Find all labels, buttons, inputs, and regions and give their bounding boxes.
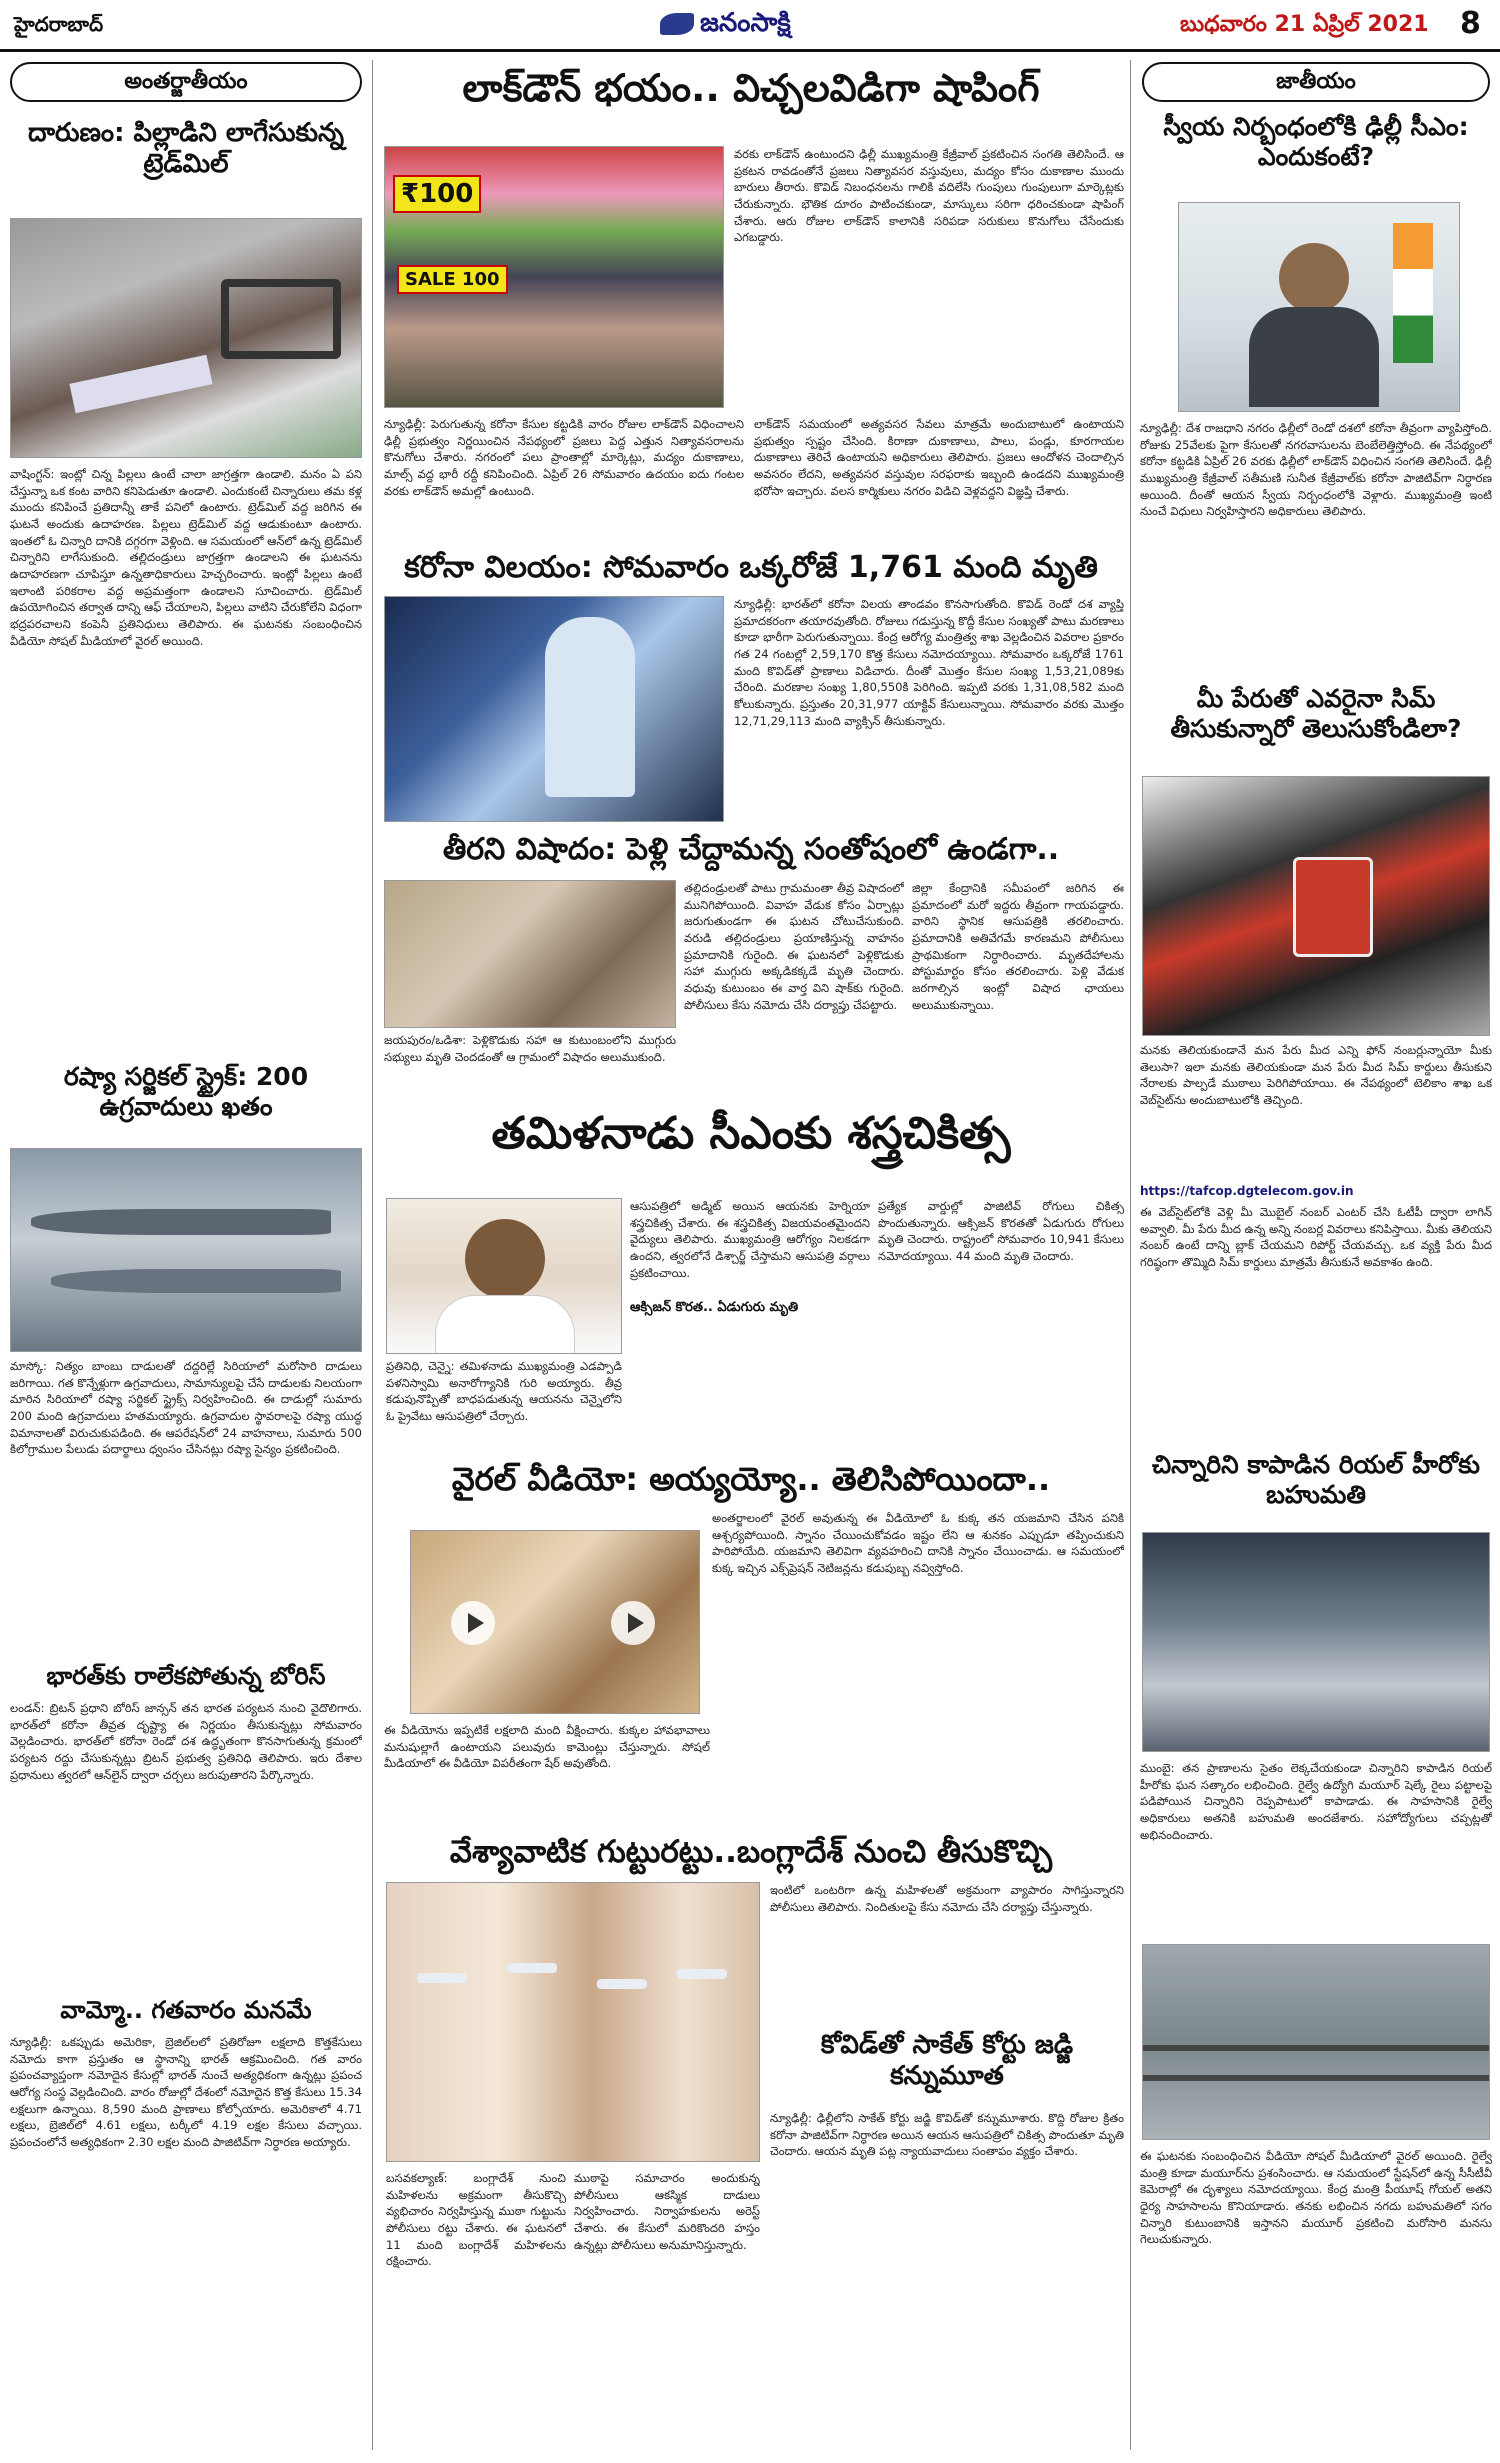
lastweek-headline: వామ్మో.. గతవారం మనమే [60,1996,312,2024]
treadmill-headline: దారుణం: పిల్లాడిని లాగేసుకున్న ట్రెడ్‌మిల్ [28,118,344,180]
boris-body: లండన్: బ్రిటన్ ప్రధాని బోరిస్ జాన్సన్ తన భారత పర్యటన నుంచి వైదొలిగారు. భారత్‌లో కరోనా తీవ్రత దృష్ట్యా ఈ నిర్ణయం తీసుకున్నట్లు సోమవారం వెల్లడించారు. భారత్‌లో కరోనా రెండో దశ ఉద్ధృతంగా కొనసాగుతున్న క్రమంలో పర్యటన రద్దు చేసుకున్నట్లు బ్రిటన్ ప్రభుత్వ ప్రతినిధి తెలిపారు. ఇరు దేశాల ప్రధానులు త్వరలో ఆన్‌లైన్ ద్వారా చర్చలు జరుపుతారని పేర్కొన్నారు. [10,1701,362,1782]
bird-logo-icon [660,13,694,35]
delhicm-body: న్యూఢిల్లీ: దేశ రాజధాని నగరం ఢిల్లీలో రెండో దశలో కరోనా తీవ్రంగా వ్యాపిస్తోంది. రోజుకు 25వేలకు పైగా కేసులతో నగరవాసులను బెంబేలెత్తిస్తోంది. ఈ నేపథ్యంలో కరోనా కట్టడికి ఏప్రిల్ 26 వరకు ఢిల్లీలో లాక్‌డౌన్ విధించిన సంగతి తెలిసిందే. ఢిల్లీ ముఖ్యమంత్రి కేజ్రీవాల్ సతీమణి సునీత కేజ్రీవాల్‌కు కరోనా పాజిటివ్‌గా నిర్ధారణ అయింది. దీంతో ఆయన స్వీయ నిర్బంధంలోకి వెళ్లారు. ముఖ్యమంత్రి ఇంటి నుంచే విధులు నిర్వహిస్తారని అధికారులు తెలిపారు. [1140,421,1492,519]
rescued-women-photo [386,1882,760,2162]
sale-100-sign: ₹100 [393,175,481,213]
sim-website-link[interactable]: https://tafcop.dgtelecom.gov.in [1140,1184,1354,1198]
lastweek-body: న్యూఢిల్లీ: ఒకప్పుడు అమెరికా, బ్రెజిల్‌లలో ప్రతిరోజూ లక్షలాది కొత్తకేసులు నమోదు కాగా ప్రస్తుతం ఆ స్థానాన్ని భారత్ ఆక్రమించింది. గత వారం ప్రపంచవ్యాప్తంగా నమోదైన కేసుల్లో భారత్ నుంచే అత్యధికంగా ఉన్నట్లు ప్రపంచ ఆరోగ్య సంస్థ వెల్లడించింది. వారం రోజుల్లో దేశంలో నమోదైన కొత్త కేసులు 15.34 లక్షలుగా ఉన్నాయి. 8,590 మంది ప్రాణాలు కోల్పోయారు. అమెరికాలో 4.71 లక్షలు, బ్రెజిల్‌లో 4.61 లక్షలు, టర్కీలో 4.19 లక్షల కేసులు వచ్చాయి. ప్రపంచంలోనే అత్యధికంగా 2.30 లక్షల మంది పాజిటివ్‌గా నిర్ధారణ అయ్యారు. [10,2035,362,2150]
column-divider [372,60,373,2450]
covid-body: న్యూఢిల్లీ: భారత్‌లో కరోనా విలయ తాండవం కొనసాగుతోంది. కొవిడ్ రెండో దశ వ్యాప్తి ప్రమాదకరంగా తయారవుతోంది. రోజులు గడుస్తున్న కొద్దీ కేసుల సంఖ్యతో పాటు మరణాలు కూడా భారీగా పెరుగుతున్నాయి. కేంద్ర ఆరోగ్య మంత్రిత్వ శాఖ వెల్లడించిన వివరాల ప్రకారం గత 24 గంటల్లో 2,59,170 కొత్త కేసులు నమోదయ్యాయి. సోమవారం ఒక్కరోజే 1761 మంది కొవిడ్‌తో ప్రాణాలు విడిచారు. దీంతో మొత్తం కేసుల సంఖ్య 1,53,21,089కు చేరింది. మరణాల సంఖ్య 1,80,550కి పెరిగింది. ఇప్పటి వరకు 1,31,08,582 మంది కోలుకున్నారు. ప్రస్తుతం 20,31,977 యాక్టివ్ కేసులున్నాయి. సోమవారం వరకు మొత్తం 12,71,29,113 మంది వ్యాక్సిన్ తీసుకున్నారు. [734,597,1124,728]
page-number: 8 [1460,6,1481,41]
tncm-body-b: ప్రత్యేక వార్డుల్లో పాజిటివ్ రోగులు చికిత్స పొందుతున్నారు. ఆక్సిజన్ కొరతతో ఏడుగురు రోగులు మృతి చెందారు. రాష్ట్రంలో సోమవారం 10,941 కేసులు నమోదయ్యాయి. 44 మంది మృతి చెందారు. [878,1199,1124,1264]
tn-cm-photo [386,1198,622,1354]
tncm-caption: ప్రతినిధి, చెన్నై: తమిళనాడు ముఖ్యమంత్రి ఎడప్పాడి పళనిస్వామి అనారోగ్యానికి గురి అయ్యారు. తీవ్ర కడుపునొప్పితో బాధపడుతున్న ఆయనను చెన్నైలోని ఓ ప్రైవేటు ఆసుపత్రిలో చేర్చారు. [386,1359,622,1424]
tncm-subhead: ఆక్సిజన్ కొరత.. ఏడుగురు మృతి [630,1300,870,1318]
treadmill-body: వాషింగ్టన్: ఇంట్లో చిన్న పిల్లలు ఉంటే చాలా జాగ్రత్తగా ఉండాలి. మనం ఏ పని చేస్తున్నా ఒక కంట వారిని కనిపెడుతూ ఉండాలి. ఎందుకంటే చిన్నారులు తమ కళ్ల ముందు కనిపించే ప్రతిదాన్నీ తాకే పనిలో ఉంటారు. ట్రెడ్‌మిల్ వద్ద జరిగిన ఈ ఘటనే అందుకు ఉదాహరణ. పిల్లలు ట్రెడ్‌మిల్ వద్ద ఆడుకుంటూ ఉంటారు. ఇంతలో ఓ చిన్నారి దానికి దగ్గరగా వెళ్లింది. ఆ సమయంలో ఆన్‌లో ఉన్న ట్రెడ్‌మిల్ చిన్నారిని లాగేసుకుంది. తల్లిదండ్రులు జాగ్రత్తగా ఉండాలని ఈ ఘటనను ఉదాహరణగా చూపిస్తూ ఉన్నతాధికారులు హెచ్చరించారు. ఇంట్లో పిల్లలు ఉంటే ఇలాంటి పరికరాల వద్ద అప్రమత్తంగా ఉండాలని సూచించారు. ట్రెడ్‌మిల్ ఉపయోగించిన తర్వాత దాన్ని ఆఫ్ చేయాలని, పిల్లలు వాటిని చేరుకోలేని విధంగా భద్రపరచాలని కంపెనీ ప్రతినిధులు తెలిపారు. ఈ ఘటనకు సంబంధించిన వీడియో సోషల్ మీడియాలో వైరల్ అయింది. [10,467,362,648]
sale-sign: SALE 100 [397,265,508,294]
wedding-body-a: తల్లిదండ్రులతో పాటు గ్రామమంతా తీవ్ర విషాదంలో మునిగిపోయింది. వివాహ వేడుక కోసం ఏర్పాట్లు జరుగుతుండగా ఈ ఘటన చోటుచేసుకుంది. వరుడి తల్లిదండ్రులు ప్రయాణిస్తున్న వాహనం ప్రమాదానికి గురైంది. ఈ ఘటనలో పెళ్లికొడుకు సహా ముగ్గురు అక్కడికక్కడే మృతి చెందారు. వధువు కుటుంబం ఈ వార్త విని షాక్‌కు గురైంది. పోలీసులు కేసు నమోదు చేసి దర్యాప్తు చేపట్టారు. [684,881,904,1012]
portrait-body-shape [435,1295,575,1354]
shopping-body-b: న్యూఢిల్లీ: పెరుగుతున్న కరోనా కేసుల కట్టడికి వారం రోజుల లాక్‌డౌన్ విధించాలని ఢిల్లీ ప్రభుత్వం నిర్ణయించిన నేపథ్యంలో ప్రజలు పెద్ద ఎత్తున నిత్యావసరాలను కొనుగోలు చేశారు. నగరంలో పలు ప్రాంతాల్లో మార్కెట్లు, మద్యం దుకాణాలు, మాల్స్ వద్ద భారీ రద్దీ కనిపించింది. ఏప్రిల్ 26 సోమవారం ఉదయం ఐదు గంటల వరకు లాక్‌డౌన్ అమల్లో ఉంటుంది. [384,417,744,498]
bangla-headline: వేశ్యావాటిక గుట్టురట్టు..బంగ్లాదేశ్ నుంచి తీసుకొచ్చి [449,1834,1053,1870]
flag-shape [1393,223,1433,363]
treadmill-photo [10,218,362,458]
delhi-cm-photo [1178,202,1460,412]
tncm-body-a: ఆసుపత్రిలో అడ్మిట్ అయిన ఆయనకు హెర్నియా శస్త్రచికిత్స చేశారు. ఈ శస్త్రచికిత్స విజయవంతమైందని వైద్యులు తెలిపారు. ముఖ్యమంత్రి ఆరోగ్యం నిలకడగా ఉందని, త్వరలోనే డిశ్చార్జ్ చేస్తామని ఆసుపత్రి వర్గాలు ప్రకటించాయి. [630,1199,870,1280]
bangla-body-b: ముఠాపై సమాచారం అందుకున్న పోలీసులు ఆకస్మిక దాడులు నిర్వహించారు. నిర్వాహకులను అరెస్ట్ చేశారు. ఈ కేసులో మరికొందరి హస్తం ఉన్నట్లు పోలీసులు అనుమానిస్తున్నారు. [574,2171,760,2252]
bangla-body-c: ఇంటిలో ఒంటరిగా ఉన్న మహిళలతో అక్రమంగా వ్యాపారం సాగిస్తున్నారని పోలీసులు తెలిపారు. నిందితులపై కేసు నమోదు చేసి దర్యాప్తు చేస్తున్నారు. [770,1883,1124,1914]
viral-headline: వైరల్ వీడియో: అయ్యయ్యో.. తెలిసిపోయిందా.. [451,1460,1051,1498]
crowded-market-photo [384,146,724,408]
saket-headline: కోవిడ్‌తో సాకేత్ కోర్టు జడ్జి కన్నుమూత [820,2030,1074,2092]
shopping-body-a: వరకు లాక్‌డౌన్ ఉంటుందని ఢిల్లీ ముఖ్యమంత్రి కేజ్రీవాల్ ప్రకటించిన సంగతి తెలిసిందే. ఆ ప్రకటన రావడంతోనే ప్రజలు నిత్యావసర వస్తువులు, మద్యం కోసం దుకాణాల ముందు బారులు తీరారు. కొవిడ్ నిబంధనలను గాలికి వదిలేసి గుంపులు గుంపులుగా మార్కెట్లకు చేరుకున్నారు. భౌతిక దూరం పాటించకుండా, మాస్కులు సరిగా ధరించకుండా షాపింగ్ చేశారు. ఆరు రోజుల లాక్‌డౌన్ కాలానికి సరిపడా సరుకులు కొనుగోలు చేసేందుకు ఎగబడ్డారు. [734,147,1124,245]
saket-body: న్యూఢిల్లీ: ఢిల్లీలోని సాకేత్ కోర్టు జడ్జి కొవిడ్‌తో కన్నుమూశారు. కొద్ది రోజుల క్రితం కరోనా పాజిటివ్‌గా నిర్ధారణ అయిన ఆయన ఆసుపత్రిలో చికిత్స పొందుతూ మృతి చెందారు. ఆయన మృతి పట్ల న్యాయవాదులు సంతాపం వ్యక్తం చేశారు. [770,2111,1124,2159]
shopping-body-c: లాక్‌డౌన్ సమయంలో అత్యవసర సేవలు మాత్రమే అందుబాటులో ఉంటాయని ప్రభుత్వం స్పష్టం చేసింది. కిరాణా దుకాణాలు, పాలు, పండ్లు, కూరగాయల దుకాణాలు తెరిచే ఉంటాయని అధికారులు తెలిపారు. ప్రజలు ఆందోళన చెందాల్సిన అవసరం లేదని, అత్యవసర వస్తువుల సరఫరాకు ఇబ్బంది ఉండదని ముఖ్యమంత్రి భరోసా ఇచ్చారు. వలస కార్మికులు నగరం విడిచి వెళ్లవద్దని విజ్ఞప్తి చేశారు. [754,417,1124,498]
viral-body-b: ఈ వీడియోను ఇప్పటికే లక్షలాది మంది వీక్షించారు. కుక్కల హావభావాలు మనుషుల్లాగే ఉంటాయని పలువురు కామెంట్లు చేస్తున్నారు. సోషల్ మీడియాలో ఈ వీడియో విపరీతంగా షేర్ అవుతోంది. [384,1723,710,1771]
wedding-headline: తీరని విషాదం: పెళ్లి చేద్దామన్న సంతోషంలో ఉండగా.. [442,832,1060,867]
laundry-basket-shape [69,355,212,413]
rail-track-shape [1143,2075,1490,2081]
tncm-headline: తమిళనాడు సీఎంకు శస్త్రచికిత్స [491,1108,1011,1159]
covid-headline: కరోనా విలయం: సోమవారం ఒక్కరోజే 1,761 మంది మృతి [404,550,1098,585]
play-icon[interactable] [611,1601,655,1645]
hero-body: ముంబై: తన ప్రాణాలను సైతం లెక్కచేయకుండా చిన్నారిని కాపాడిన రియల్ హీరోకు ఘన సత్కారం లభించింది. రైల్వే ఉద్యోగి మయూర్ షెల్కే రైలు పట్టాలపై పడిపోయిన చిన్నారిని రెప్పపాటులో కాపాడాడు. ఈ సాహసానికి రైల్వే అధికారులు అతనికి బహుమతి అందజేశారు. సహోద్యోగులు చప్పట్లతో అభినందించారు. [1140,1761,1492,1842]
viral-body-a: అంతర్జాలంలో వైరల్ అవుతున్న ఈ వీడియోలో ఓ కుక్క తన యజమాని చేసిన పనికి ఆశ్చర్యపోయింది. స్నానం చేయించుకోవడం ఇష్టం లేని ఆ శునకం ఎప్పుడూ తప్పించుకుని పారిపోయేది. యజమాని తెలివిగా వ్యవహరించి దానికి స్నానం చేయించాడు. ఆ సమయంలో కుక్క ఇచ్చిన ఎక్స్‌ప్రెషన్ నెటిజన్లను కడుపుబ్బ నవ్విస్తోంది. [712,1511,1124,1576]
face-mask-shape [507,1963,557,1973]
jet-shape [31,1209,331,1235]
section-tag-international: అంతర్జాతీయం [10,62,362,102]
boris-headline: భారత్‌కు రాలేకపోతున్న బోరిస్ [46,1662,326,1690]
face-mask-shape [417,1973,467,1983]
column-divider [1130,60,1131,2450]
railway-staff-photo [1142,1532,1490,1752]
strike-body: మాస్కో: నిత్యం బాంబు దాడులతో దద్దరిల్లే సిరియాలో మరోసారి దాడులు జరిగాయి. గత కొన్నేళ్లుగా ఉగ్రవాదులు, సామాన్యులపై చేసే దాడులకు నిలయంగా మారిన సిరియాలో రష్యా సర్జికల్ స్ట్రైక్స్ నిర్వహించింది. ఈ దాడుల్లో సుమారు 200 మంది ఉగ్రవాదులు హతమయ్యారు. ఉగ్రవాదుల స్థావరాలపై రష్యా యుద్ధ విమానాలతో విరుచుకుపడింది. ఈ ఆపరేషన్‌లో 24 వాహనాలు, సుమారు 500 కిలోగ్రాముల పేలుడు పదార్థాలు ధ్వంసం చేసినట్లు రష్యా సైన్యం ప్రకటించింది. [10,1359,362,1457]
fighter-jets-photo [10,1148,362,1352]
hero-headline: చిన్నారిని కాపాడిన రియల్ హీరోకు బహుమతి [1152,1450,1480,1509]
play-icon[interactable] [451,1601,495,1645]
shopping-headline: లాక్‌డౌన్ భయం.. విచ్చలవిడిగా షాపింగ్ [462,66,1040,110]
masthead-city: హైదరాబాద్ [14,12,104,36]
wedding-body-b: జిల్లా కేంద్రానికి సమీపంలో జరిగిన ఈ ప్రమాదంలో మరో ఇద్దరు తీవ్రంగా గాయపడ్డారు. వారిని స్థానిక ఆసుపత్రికి తరలించారు. ప్రమాదానికి అతివేగమే కారణమని పోలీసులు ప్రాథమికంగా నిర్ధారించారు. మృతదేహాలను పోస్టుమార్టం కోసం తరలించారు. పెళ్లి వేడుక జరగాల్సిన ఇంట్లో విషాద ఛాయలు అలుముకున్నాయి. [912,881,1124,1012]
dog-video-thumbnail[interactable] [410,1530,700,1714]
portrait-head-shape [465,1219,545,1299]
masthead-date: బుధవారం 21 ఏప్రిల్ 2021 [1180,12,1429,37]
wedding-caption: జయపురం/ఒడిశా: పెళ్లికొడుకు సహా ఆ కుటుంబంలోని ముగ్గురు సభ్యులు మృతి చెందడంతో ఆ గ్రామంలో విషాదం అలుముకుంది. [384,1033,676,1064]
wedding-photo [384,880,676,1028]
delhicm-headline: స్వీయ నిర్బంధంలోకి ఢిల్లీ సీఎం: ఎందుకంటే? [1163,112,1469,171]
face-mask-shape [677,1969,727,1979]
hero-body-b: ఈ ఘటనకు సంబంధించిన వీడియో సోషల్ మీడియాలో వైరల్ అయింది. రైల్వే మంత్రి కూడా మయూర్‌ను ప్రశంసించారు. ఆ సమయంలో స్టేషన్‌లో ఉన్న సీసీటీవీ కెమెరాల్లో ఈ దృశ్యాలు నమోదయ్యాయి. కేంద్ర మంత్రి పీయూష్ గోయల్ అతని ధైర్య సాహసాలను కొనియాడారు. తనకు లభించిన నగదు బహుమతిలో సగం చిన్నారి కుటుంబానికి ఇస్తానని మయూర్ ప్రకటించి మరోసారి మనసు గెలుచుకున్నారు. [1140,2149,1492,2247]
jet-shape [51,1269,341,1293]
portrait-body-shape [1249,307,1379,407]
sim-body-a: మనకు తెలియకుండానే మన పేరు మీద ఎన్ని ఫోన్ నంబర్లున్నాయో మీకు తెలుసా? ఇలా మనకు తెలియకుండా మన పేరు మీద సిమ్ కార్డులు తీసుకుని నేరాలకు పాల్పడే ముఠాలు పెరిగిపోయాయి. ఈ నేపథ్యంలో టెలికాం శాఖ ఒక వెబ్‌సైట్‌ను అందుబాటులోకి తెచ్చింది. [1140,1043,1492,1108]
treadmill-frame-shape [221,279,341,359]
masthead [0,0,1500,52]
section-tag-national: జాతీయం [1142,62,1490,102]
bangla-body-a: బసవకల్యాణ్: బంగ్లాదేశ్ నుంచి మహిళలను అక్రమంగా తీసుకొచ్చి వ్యభిచారం నిర్వహిస్తున్న ముఠా గుట్టును పోలీసులు రట్టు చేశారు. ఈ ఘటనలో 11 మంది బంగ్లాదేశ్ మహిళలను రక్షించారు. [386,2171,566,2269]
face-mask-shape [597,1979,647,1989]
sim-card-photo [1142,776,1490,1036]
sim-body-b: ఈ వెబ్‌సైట్‌లోకి వెళ్లి మీ మొబైల్ నంబర్ ఎంటర్ చేసి ఓటీపీ ద్వారా లాగిన్ అవ్వాలి. మీ పేరు మీద ఉన్న అన్ని నంబర్ల వివరాలు కనిపిస్తాయి. మీకు తెలియని నంబర్ ఉంటే దాన్ని బ్లాక్ చేయమని రిపోర్ట్ చేయవచ్చు. ఒక వ్యక్తి పేరు మీద గరిష్ఠంగా తొమ్మిది సిమ్ కార్డులు మాత్రమే తీసుకునే అవకాశం ఉంది. [1140,1205,1492,1270]
masthead-logo-text: జనంసాక్షి [700,8,791,38]
cctv-rescue-photo [1142,1944,1490,2140]
strike-headline: రష్యా సర్జికల్ స్ట్రైక్: 200 ఉగ్రవాదులు ఖతం [63,1062,309,1121]
portrait-head-shape [1279,243,1349,313]
sim-headline: మీ పేరుతో ఎవరైనా సిమ్ తీసుకున్నారో తెలుసుకోండిలా? [1170,684,1462,743]
masthead-logo [660,8,791,44]
sim-card-shape [1293,857,1373,957]
ppe-suit-shape [545,617,635,797]
rail-track-shape [1143,2045,1490,2051]
covid-ward-photo [384,596,724,822]
